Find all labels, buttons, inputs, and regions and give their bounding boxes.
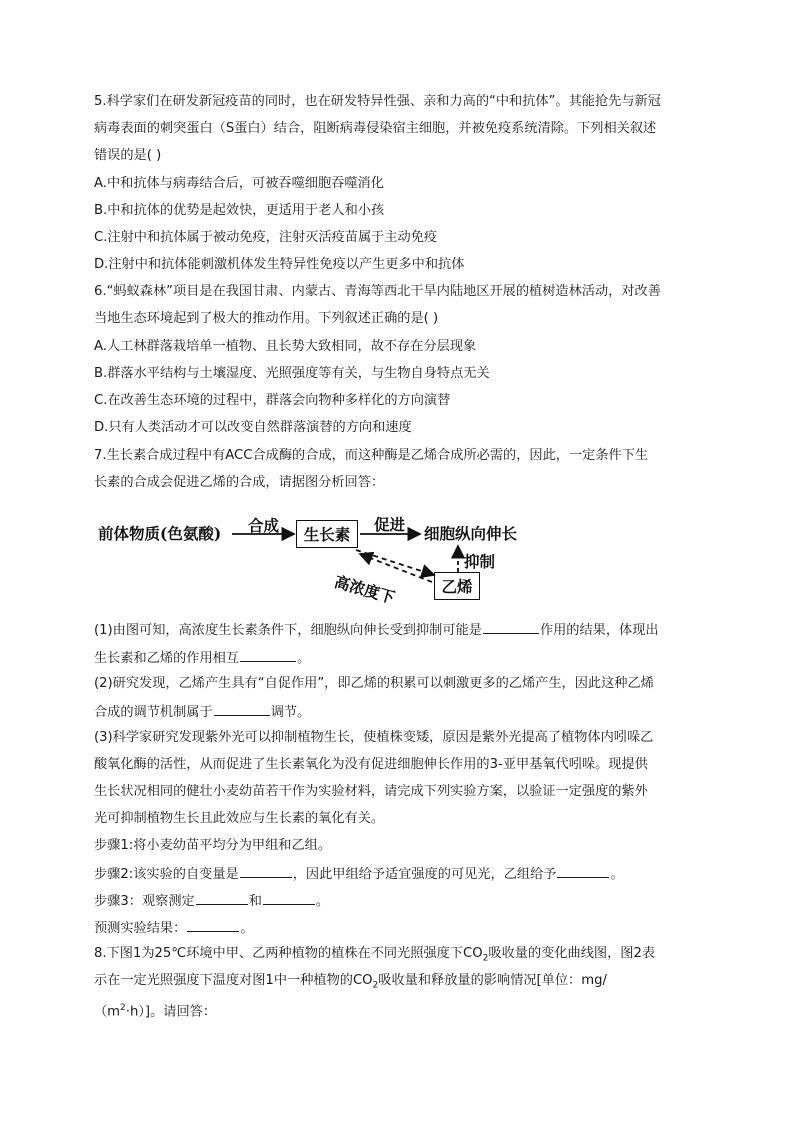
answer-blank-5[interactable] [557,863,609,878]
elongation-label: 细胞纵向伸长 [424,524,518,543]
q7-part3-line2: 酸氧化酶的活性，从而促进了生长素氧化为没有促进细胞伸长作用的3-亚甲基氧代吲哚。现提供 [94,757,648,772]
answer-blank-4[interactable] [240,863,292,878]
q7-part3-line4: 光可抑制植物生长且此效应与生长素的氧化有关。 [94,811,385,826]
q7-part1-line2: 生长素和乙烯的作用相互 。 [94,647,714,669]
q6-option-d: D.只有人类活动才可以改变自然群落演替的方向和速度 [94,420,412,435]
q7-step1: 步骤1:将小麦幼苗平均分为甲组和乙组。 [94,838,332,853]
answer-blank-3[interactable] [214,701,270,716]
auxin-box: 生长素 [296,520,358,548]
q7-step2: 步骤2:该实验的自变量是 ，因此甲组给予适宜强度的可见光，乙组给予 。 [94,863,714,885]
inhibit-label: 抑制 [464,552,496,571]
q8-stem-line1: 8.下图1为25℃环境中甲、乙两种植物的植株在不同光照强度下$CO_2$吸收量的变化曲线图，图2表 [94,946,656,964]
q5-option-b: B.中和抗体的优势是起效快，更适用于老人和小孩 [94,203,385,218]
q8-stem-line3: $(m^2\cdot h)$]。请回答： [94,1003,217,1020]
q6-option-c: C.在改善生态环境的过程中，群落会向物种多样化的方向演替 [94,393,451,408]
q5-option-c: C.注射中和抗体属于被动免疫，注射灭活疫苗属于主动免疫 [94,230,438,245]
promote-label: 促进 [374,515,406,534]
q5-stem-line3: 错误的是( ) [94,148,162,163]
q7-part3-line1: (3)科学家研究发现紫外光可以抑制植物生长，使植株变矮，原因是紫外光提高了植物体内吲哚乙 [94,730,654,745]
q7-part3-line3: 生长状况相同的健壮小麦幼苗若干作为实验材料，请完成下列实验方案，以验证一定强度的紫外 [94,784,648,799]
q7-part1-line1: (1)由图可知，高浓度生长素条件下，细胞纵向伸长受到抑制可能是 作用的结果，体现出 [94,619,714,641]
answer-blank-2[interactable] [240,647,296,662]
high-conc-label: 高浓度下 [332,571,398,608]
q7-step3: 步骤3：观察测定 和 。 [94,890,714,912]
synth-label: 合成 [248,516,280,535]
q5-option-d: D.注射中和抗体能刺激机体发生特异性免疫以产生更多中和抗体 [94,257,465,272]
q6-option-a: A.人工林群落栽培单一植物、且长势大致相同，故不存在分层现象 [94,339,477,354]
answer-blank-7[interactable] [263,890,315,905]
q6-stem-line2: 当地生态环境起到了极大的推动作用。下列叙述正确的是( ) [94,311,439,326]
q5-stem-line2: 病毒表面的刺突蛋白（S蛋白）结合，阻断病毒侵染宿主细胞，并被免疫系统清除。下列相关叙述 [94,121,657,136]
q7-stem-line2: 长素的合成会促进乙烯的合成，请据图分析回答： [94,475,385,490]
q7-stem-line1: 7.生长素合成过程中有ACC合成酶的合成，而这种酶是乙烯合成所必需的，因此，一定条件下生 [94,448,649,463]
q7-prediction: 预测实验结果： 。 [94,917,714,939]
answer-blank-6[interactable] [196,890,248,905]
q7-part2-line1: (2)研究发现，乙烯产生具有“自促作用”，即乙烯的积累可以刺激更多的乙烯产生，因此这种乙烯 [94,676,654,691]
ethylene-box: 乙烯 [434,572,480,600]
answer-blank-1[interactable] [483,619,539,634]
q6-option-b: B.群落水平结构与土壤湿度、光照强度等有关，与生物自身特点无关 [94,366,490,381]
q5-option-a: A.中和抗体与病毒结合后，可被吞噬细胞吞噬消化 [94,176,384,191]
ethylene-auxin-arrow [360,554,432,582]
high-conc-arrow [356,550,434,575]
q5-stem-line1: 5.科学家们在研发新冠疫苗的同时，也在研发特异性强、亲和力高的“中和抗体”。其能抢先与新冠 [94,94,661,109]
auxin-ethylene-diagram [98,510,568,610]
precursor-label: 前体物质(色氨酸) [98,524,222,543]
q6-stem-line1: 6.“蚂蚁森林”项目是在我国甘肃、内蒙古、青海等西北干旱内陆地区开展的植树造林活动，对改善 [94,284,661,299]
q7-part2-line2: 合成的调节机制属于 调节。 [94,701,714,723]
answer-blank-8[interactable] [187,917,239,932]
q8-stem-line2: 示在一定光照强度下温度对图1中一种植物的$CO_2$吸收量和释放量的影响情况[单位：mg/ [94,973,607,991]
